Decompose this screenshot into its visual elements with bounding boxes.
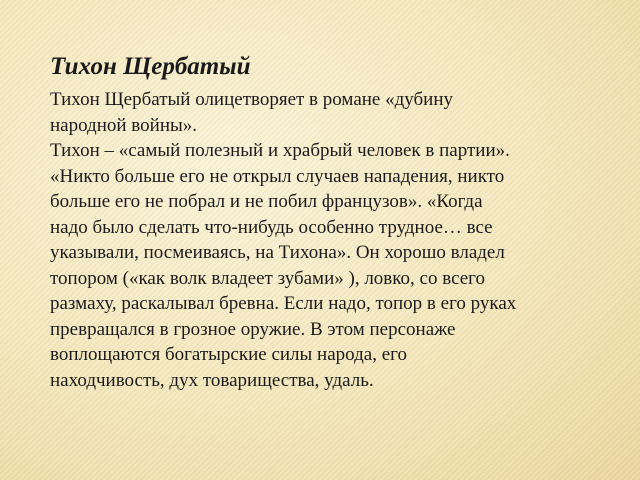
body-line: топором («как волк владеет зубами» ), ловко, со всего [50, 267, 485, 289]
body-line: Тихон Щербатый олицетворяет в романе «дубину [50, 89, 454, 110]
slide-body-text [50, 87, 610, 393]
body-line: указывали, посмеиваясь, на Тихона». Он хорошо владел [50, 242, 505, 263]
body-line: народной войны». [50, 114, 197, 136]
body-line: надо было сделать что-нибудь особенно трудное… все [50, 216, 493, 238]
body-line: превращался в грозное оружие. В этом персонаже [50, 318, 456, 340]
body-line: находчивость, дух товарищества, удаль. [50, 369, 374, 391]
body-line: воплощаются богатырские силы народа, его [50, 344, 407, 365]
body-line: больше его не побрал и не побил французов». «Когда [50, 191, 483, 212]
slide-title: Тихон Щербатый [50, 53, 251, 80]
body-line: «Никто больше его не открыл случаев нападения, никто [50, 165, 505, 187]
body-line: размаху, раскалывал бревна. Если надо, топор в его руках [50, 293, 517, 314]
body-line: Тихон – «самый полезный и храбрый человек в партии». [50, 140, 510, 161]
